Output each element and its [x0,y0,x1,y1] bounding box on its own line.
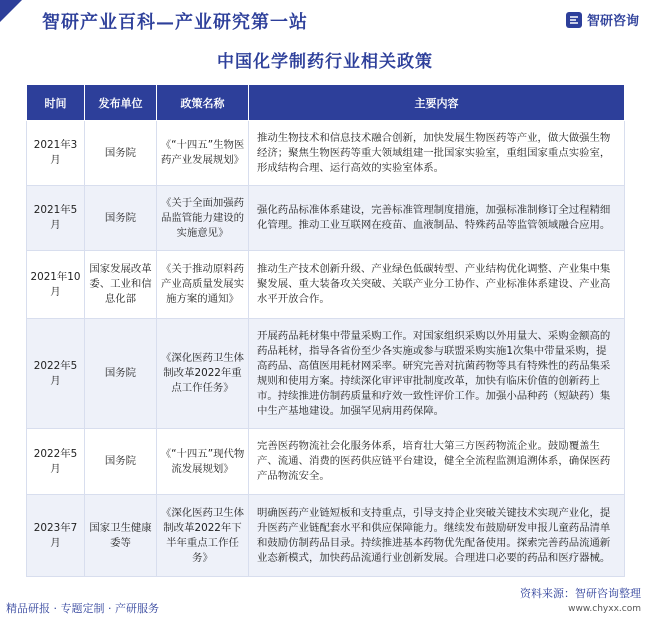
cell-issuer: 国务院 [85,429,157,495]
source-note: 资料来源：智研咨询整理 [520,587,641,600]
source-url[interactable]: www.chyxx.com [568,604,641,614]
table-row [27,251,625,319]
cell-time: 2021年3月 [27,121,85,186]
cell-content: 强化药品标准体系建设，完善标准管理制度措施，加强标准制修订全过程精细化管理。推动工业互联网在疫苗、血液制品、特殊药品等监管领域融合应用。 [249,186,625,251]
cell-issuer: 国务院 [85,319,157,429]
cell-time: 2022年5月 [27,429,85,495]
cell-policy: 《深化医药卫生体制改革2022年重点工作任务》 [157,319,249,429]
brand-name: 智研咨询 [586,14,639,29]
cell-content: 完善医药物流社会化服务体系，培育壮大第三方医药物流企业。鼓励覆盖生产、流通、消费的医药供应链平台建设，健全全流程监测追溯体系，确保医药产品物流安全。 [249,429,625,495]
cell-issuer: 国务院 [85,186,157,251]
header-title: 智研产业百科—产业研究第一站 [42,12,308,33]
footer [0,594,649,621]
column-header-content: 主要内容 [249,85,625,121]
footer-services: 精品研报 · 专题定制 · 产研服务 [6,602,159,615]
table-row [27,121,625,186]
cell-issuer: 国家发展改革委、工业和信息化部 [85,251,157,319]
column-header-issuer: 发布单位 [85,85,157,121]
cell-time: 2023年7月 [27,495,85,577]
cell-content: 推动生物技术和信息技术融合创新，加快发展生物医药等产业，做大做强生物经济；聚焦生物医药等重大领域组建一批国家实验室，重组国家重点实验室，形成结构合理、运行高效的实验室体系。 [249,121,625,186]
cell-policy: 《关于推动原料药产业高质量发展实施方案的通知》 [157,251,249,319]
cell-content: 推动生产技术创新升级、产业绿色低碳转型、产业结构优化调整、产业集中集聚发展、重大装备攻关突破、关联产业分工协作、产业标准体系建设、产业高水平开放合作。 [249,251,625,319]
table-row [27,319,625,429]
cell-policy: 《“十四五”生物医药产业发展规划》 [157,121,249,186]
cell-policy: 《“十四五”现代物流发展规划》 [157,429,249,495]
cell-issuer: 国家卫生健康委等 [85,495,157,577]
top-bar [0,0,649,40]
cell-policy: 《关于全面加强药品监管能力建设的实施意见》 [157,186,249,251]
column-header-policy: 政策名称 [157,85,249,121]
cell-time: 2022年5月 [27,319,85,429]
table-row [27,495,625,577]
cell-time: 2021年10月 [27,251,85,319]
table-header-row [27,85,625,121]
cell-content: 明确医药产业链短板和支持重点，引导支持企业突破关键技术实现产业化，提升医药产业链配套水平和供应保障能力。继续发布鼓励研发申报儿童药品清单和鼓励仿制药品目录。持续推进基本药物优先配备使用。探索完善药品流通新业态新模式，加快药品流通行业创新发展。合理进口必要的药品和医疗器械。 [249,495,625,577]
table-row [27,186,625,251]
policy-table [26,84,625,577]
column-header-time: 时间 [27,85,85,121]
cell-policy: 《深化医药卫生体制改革2022年下半年重点工作任务》 [157,495,249,577]
cell-time: 2021年5月 [27,186,85,251]
table-row [27,429,625,495]
cell-issuer: 国务院 [85,121,157,186]
brand-logo-icon [565,11,583,29]
brand [565,10,639,29]
cell-content: 开展药品耗材集中带量采购工作。对国家组织采购以外用量大、采购金额高的药品耗材，指导各省份至少各实施或参与联盟采购实施1次集中带量采购，提高药品、高值医用耗材网采率。研究完善对抗菌药物等具有特殊性的药品集采规则和使用方案。持续深化审评审批制度改革，加快有临床价值的创新药上市。持续推进仿制药质量和疗效一致性评价工作。加强小品种药（短缺药）集中生产基地建设。加强罕见病用药保障。 [249,319,625,429]
table-title: 中国化学制药行业相关政策 [26,44,624,80]
corner-decoration [0,0,22,22]
